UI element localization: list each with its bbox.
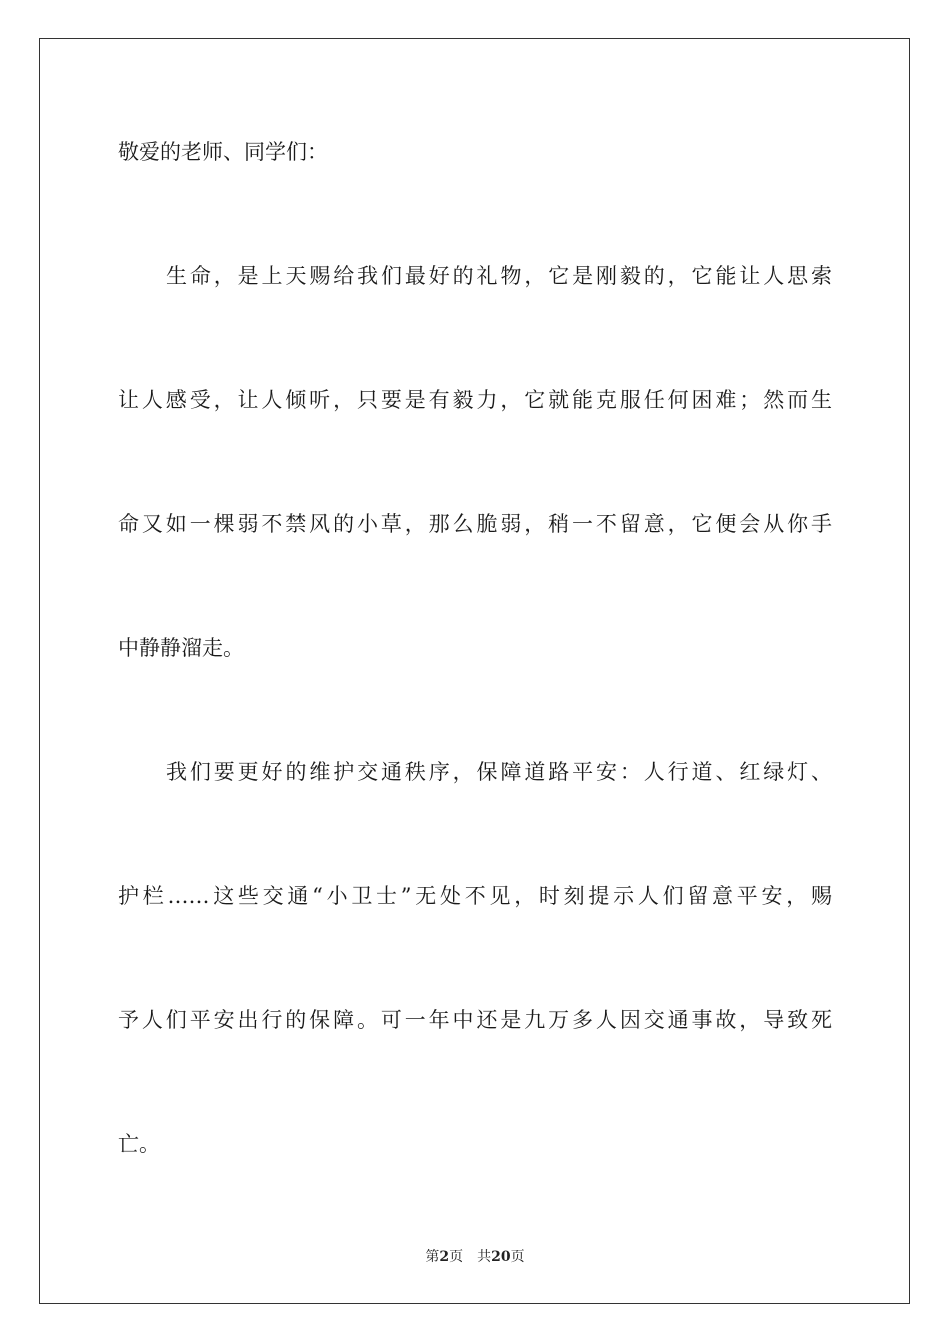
total-suffix: 页	[510, 1249, 525, 1265]
paragraph-2-line-1: 我们要更好的维护交通秩序，保障道路平安：人行道、红绿灯、	[166, 760, 832, 784]
paragraph-2-line-4: 亡。	[118, 1132, 160, 1156]
total-pages: 20	[491, 1249, 511, 1265]
page-suffix: 页	[449, 1249, 464, 1265]
paragraph-1-line-4: 中静静溜走。	[118, 636, 244, 660]
page-prefix: 第	[425, 1249, 440, 1265]
paragraph-1-line-3: 命又如一棵弱不禁风的小草，那么脆弱，稍一不留意，它便会从你手	[118, 512, 832, 536]
paragraph-1-line-1: 生命，是上天赐给我们最好的礼物，它是刚毅的，它能让人思索	[166, 264, 832, 288]
page-footer	[0, 1248, 950, 1266]
page-number: 2	[439, 1249, 450, 1265]
paragraph-1-line-2: 让人感受，让人倾听，只要是有毅力，它就能克服任何困难；然而生	[118, 388, 832, 412]
page-border	[39, 38, 910, 1304]
paragraph-2-line-3: 予人们平安出行的保障。可一年中还是九万多人因交通事故，导致死	[118, 1008, 832, 1032]
paragraph-2-line-2: 护栏……这些交通“小卫士”无处不见，时刻提示人们留意平安，赐	[118, 884, 832, 908]
total-prefix: 共	[477, 1249, 492, 1265]
greeting-line: 敬爱的老师、同学们：	[118, 140, 328, 164]
